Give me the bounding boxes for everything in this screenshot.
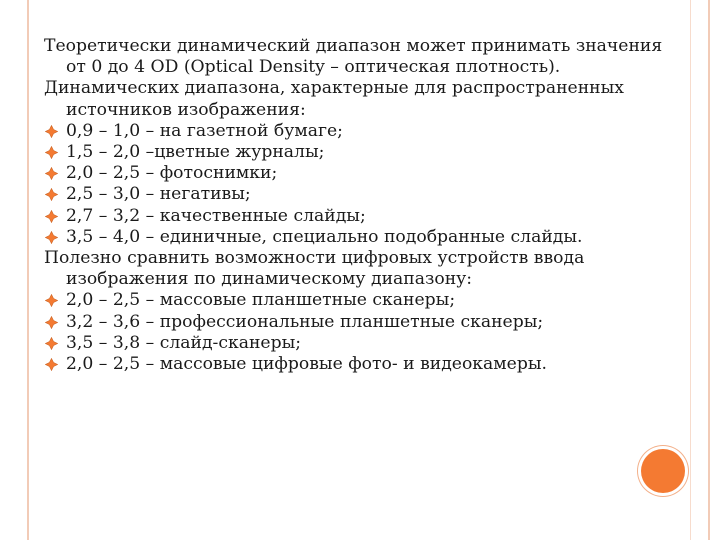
orange-diamond-star-icon xyxy=(45,146,58,159)
list-item xyxy=(44,312,684,333)
frame-left-line xyxy=(27,0,29,540)
list-item xyxy=(44,354,684,375)
list-item-text: 2,0 – 2,5 – массовые цифровые фото- и видеокамеры. xyxy=(66,354,547,375)
orange-diamond-star-icon xyxy=(45,210,58,223)
orange-diamond-star-icon xyxy=(45,188,58,201)
section1-list xyxy=(44,121,684,248)
orange-diamond-star-icon xyxy=(45,125,58,138)
list-item-text: 2,0 – 2,5 – фотоснимки; xyxy=(66,163,278,184)
slide-content xyxy=(44,36,684,375)
intro-paragraph: Теоретически динамический диапазон может принимать значения от 0 до 4 OD (Optical Density – оптическая плотность). xyxy=(44,36,663,78)
frame-right-outer-line xyxy=(708,0,710,540)
list-item-text: 2,7 – 3,2 – качественные слайды; xyxy=(66,205,366,226)
list-item xyxy=(44,184,684,205)
section2-title: Полезно сравнить возможности цифровых устройств ввода изображения по динамическому диапазону: xyxy=(44,248,585,290)
list-item-text: 2,0 – 2,5 – массовые планшетные сканеры; xyxy=(66,290,456,311)
list-item-text: 2,5 – 3,0 – негативы; xyxy=(66,184,251,205)
section2-list xyxy=(44,290,684,375)
list-item-text: 0,9 – 1,0 – на газетной бумаге; xyxy=(66,120,343,141)
list-item xyxy=(44,333,684,354)
list-item xyxy=(44,163,684,184)
list-item xyxy=(44,206,684,227)
list-item xyxy=(44,227,684,248)
list-item xyxy=(44,290,684,311)
frame-right-inner-line xyxy=(690,0,691,540)
list-item xyxy=(44,142,684,163)
list-item-text: 3,2 – 3,6 – профессиональные планшетные сканеры; xyxy=(66,311,544,332)
orange-circle-decoration xyxy=(641,449,685,493)
orange-diamond-star-icon xyxy=(45,337,58,350)
orange-diamond-star-icon xyxy=(45,358,58,371)
list-item-text: 3,5 – 3,8 – слайд-сканеры; xyxy=(66,332,302,353)
list-item xyxy=(44,121,684,142)
list-item-text: 3,5 – 4,0 – единичные, специально подобранные слайды. xyxy=(66,226,583,247)
list-item-text: 1,5 – 2,0 –цветные журналы; xyxy=(66,142,325,163)
orange-diamond-star-icon xyxy=(45,294,58,307)
orange-diamond-star-icon xyxy=(45,316,58,329)
orange-diamond-star-icon xyxy=(45,231,58,244)
section1-title: Динамических диапазона, характерные для распространенных источников изображения: xyxy=(44,78,624,120)
orange-diamond-star-icon xyxy=(45,167,58,180)
